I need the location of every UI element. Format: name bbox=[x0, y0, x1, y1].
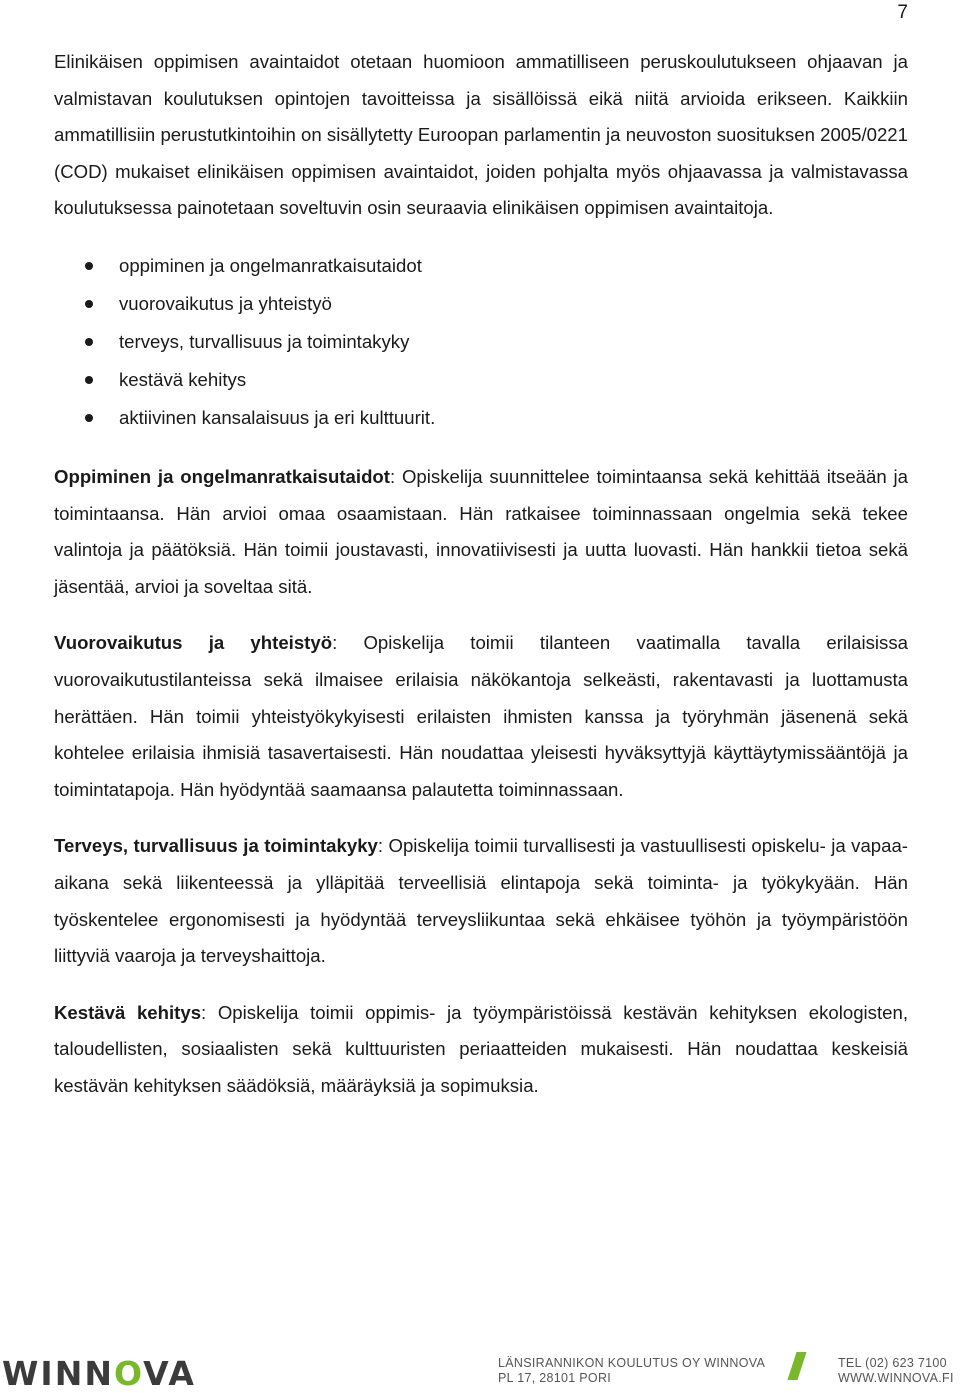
section-sustainability bbox=[54, 995, 908, 1105]
list-item: vuorovaikutus ja yhteistyö bbox=[54, 285, 908, 323]
key-skills-list bbox=[54, 247, 908, 437]
bullet-icon bbox=[85, 338, 93, 346]
section-learning bbox=[54, 459, 908, 605]
section-interaction bbox=[54, 625, 908, 808]
company-address: PL 17, 28101 PORI bbox=[498, 1371, 612, 1385]
bullet-icon bbox=[85, 376, 93, 384]
bullet-icon bbox=[85, 414, 93, 422]
contact-info bbox=[838, 1356, 954, 1386]
winnova-logo: WINNOVA bbox=[2, 1354, 196, 1393]
section-text: : Opiskelija toimii oppimis- ja työympäristöissä kestävän kehityksen ekologisten, taloudellisten, sosiaalisten sekä kulttuuristen periaatteiden mukaisesti. Hän noudattaa keskeisiä kestävän kehityksen säädöksiä, määräyksiä ja sopimuksia. bbox=[54, 1001, 908, 1096]
bullet-icon bbox=[85, 262, 93, 270]
page-number: 7 bbox=[897, 2, 908, 23]
bullet-icon bbox=[85, 300, 93, 308]
document-body bbox=[54, 44, 908, 1124]
section-heading: Terveys, turvallisuus ja toimintakyky bbox=[54, 835, 378, 857]
section-health bbox=[54, 828, 908, 974]
section-heading: Vuorovaikutus ja yhteistyö bbox=[54, 632, 333, 654]
section-text: : Opiskelija suunnittelee toimintaansa sekä kehittää itseään ja toimintaansa. Hän arvioi omaa osaamistaan. Hän ratkaisee toiminnassaan ongelmia sekä tekee valintoja ja päätöksiä. Hän toimii joustavasti, innovatiivisesti ja uutta luovasti. Hän hankkii tietoa sekä jäsentää, arvioi ja soveltaa sitä. bbox=[54, 465, 908, 597]
intro-paragraph: Elinikäisen oppimisen avaintaidot otetaan huomioon ammatilliseen peruskoulutukseen ohjaavan ja valmistavan koulutuksen opintojen tavoitteissa ja sisällöissä eikä niitä arvioida erikseen. Kaikkiin ammatillisiin perustutkintoihin on sisällytetty Euroopan parlamentin ja neuvoston suosituksen 2005/0221 (COD) mukaiset elinikäisen oppimisen avaintaidot, joiden pohjalta myös ohjaavassa ja valmistavassa koulutuksessa painotetaan soveltuvin osin seuraavia elinikäisen oppimisen avaintaitoja. bbox=[54, 51, 908, 219]
section-text: : Opiskelija toimii tilanteen vaatimalla tavalla erilaisissa vuorovaikutustilanteissa sekä ilmaisee erilaisia näkökantoja selkeästi, rakentavasti ja luottamusta herättäen. Hän toimii yhteistyökykyisesti erilaisten ihmisten kanssa ja työryhmän jäsenenä sekä kohtelee erilaisia ihmisiä tasavertaisesti. Hän noudattaa yleisesti hyväksyttyjä käyttäytymissääntöjä ja toimintatapoja. Hän hyödyntää saamaansa palautetta toiminnassaan. bbox=[54, 632, 908, 800]
section-heading: Oppiminen ja ongelmanratkaisutaidot bbox=[54, 465, 390, 487]
list-item: aktiivinen kansalaisuus ja eri kulttuurit. bbox=[54, 399, 908, 437]
contact-phone: TEL (02) 623 7100 bbox=[838, 1356, 947, 1370]
section-heading: Kestävä kehitys bbox=[54, 1001, 202, 1023]
company-name: LÄNSIRANNIKON KOULUTUS OY WINNOVA bbox=[498, 1356, 766, 1370]
section-text: : Opiskelija toimii turvallisesti ja vastuullisesti opiskelu- ja vapaa-aikana sekä liikenteessä ja ylläpitää terveellisiä elintapoja sekä toiminta- ja työkykyään. Hän työskentelee ergonomisesti ja hyödyntää terveysliikuntaa sekä ehkäisee työhön ja työympäristöön liittyviä vaaroja ja terveyshaittoja. bbox=[54, 835, 908, 967]
list-item: oppiminen ja ongelmanratkaisutaidot bbox=[54, 247, 908, 285]
contact-website: WWW.WINNOVA.FI bbox=[838, 1371, 954, 1385]
list-item: kestävä kehitys bbox=[54, 361, 908, 399]
page-footer bbox=[0, 1338, 960, 1393]
company-info bbox=[498, 1356, 765, 1386]
slash-divider-icon bbox=[787, 1352, 806, 1380]
list-item: terveys, turvallisuus ja toimintakyky bbox=[54, 323, 908, 361]
